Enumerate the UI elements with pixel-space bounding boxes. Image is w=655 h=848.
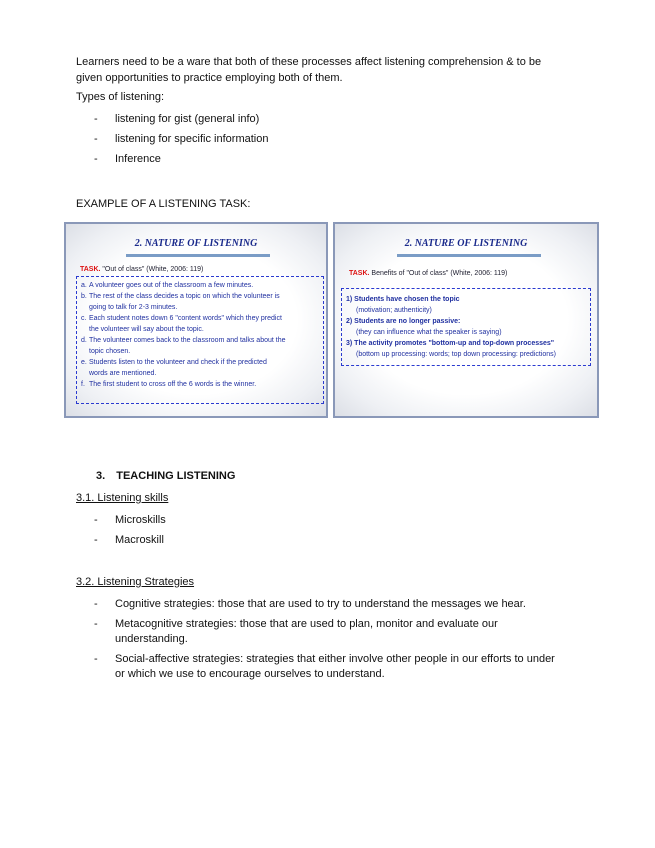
step-row: b. The rest of the class decides a topic on which the volunteer is bbox=[81, 293, 280, 300]
title-rule bbox=[397, 254, 541, 257]
list-item: - listening for specific information bbox=[94, 133, 269, 145]
subheading-strategies: 3.2. Listening Strategies bbox=[76, 576, 195, 588]
intro-paragraph bbox=[76, 54, 586, 105]
list-item: - Social-affective strategies: strategies that either involve other people in our efforts to under or which we use to encourage ourselves to understand. bbox=[94, 653, 555, 680]
dash-bullet: - bbox=[94, 514, 98, 526]
list-item: - Cognitive strategies: those that are used to try to understand the messages we hear. bbox=[94, 598, 526, 610]
section-title: TEACHING LISTENING bbox=[116, 470, 236, 482]
list-item: - Microskills bbox=[94, 514, 166, 526]
step-row: e. Students listen to the volunteer and check if the predicted bbox=[81, 359, 267, 366]
dash-bullet: - bbox=[94, 153, 98, 165]
example-label: EXAMPLE OF A LISTENING TASK: bbox=[76, 198, 251, 210]
types-label: Types of listening: bbox=[76, 91, 165, 103]
intro-line-1: Learners need to be a ware that both of these processes affect listening comprehension & to be bbox=[76, 56, 542, 68]
task-line bbox=[80, 266, 203, 273]
step-row: topic chosen. bbox=[89, 348, 131, 355]
list-item: - Metacognitive strategies: those that are used to plan, monitor and evaluate our understanding. bbox=[94, 618, 498, 645]
task-line bbox=[349, 270, 507, 277]
step-row: a. A volunteer goes out of the classroom a few minutes. bbox=[81, 282, 254, 289]
dash-bullet: - bbox=[94, 534, 98, 546]
step-row: going to talk for 2-3 minutes. bbox=[89, 304, 178, 311]
list-item: - Inference bbox=[94, 153, 161, 165]
dash-bullet: - bbox=[94, 653, 98, 665]
intro-line-2: given opportunities to practice employing both of them. bbox=[76, 72, 343, 84]
benefit-sub: (they can influence what the speaker is saying) bbox=[356, 329, 502, 336]
strategies-list bbox=[94, 597, 564, 682]
section-heading bbox=[96, 470, 235, 482]
step-row: the volunteer will say about the topic. bbox=[89, 326, 204, 333]
slide-title: 2. NATURE OF LISTENING bbox=[134, 238, 258, 249]
task-label: TASK. bbox=[349, 270, 370, 277]
task-label: TASK. bbox=[80, 266, 101, 273]
benefit-main: 1) Students have chosen the topic bbox=[346, 296, 460, 303]
task-text: Benefits of "Out of class" (White, 2006: 119) bbox=[369, 270, 508, 277]
types-list bbox=[94, 112, 574, 167]
task-text: "Out of class" (White, 2006: 119) bbox=[100, 266, 204, 273]
list-item: - listening for gist (general info) bbox=[94, 113, 260, 125]
slide-title: 2. NATURE OF LISTENING bbox=[404, 238, 528, 249]
benefit-main: 3) The activity promotes "bottom-up and top-down processes" bbox=[346, 340, 555, 347]
slide-benefits bbox=[333, 222, 599, 418]
step-row: f. The first student to cross off the 6 words is the winner. bbox=[81, 381, 257, 388]
benefit-main: 2) Students are no longer passive: bbox=[346, 318, 461, 325]
step-row: d. The volunteer comes back to the classroom and talks about the bbox=[81, 337, 286, 344]
title-rule bbox=[126, 254, 270, 257]
list-item: - Macroskill bbox=[94, 534, 164, 546]
benefit-sub: (bottom up processing: words; top down processing: predictions) bbox=[356, 351, 556, 358]
slide-out-of-class-task bbox=[64, 222, 328, 418]
skills-list bbox=[94, 513, 574, 548]
dash-bullet: - bbox=[94, 618, 98, 630]
dash-bullet: - bbox=[94, 598, 98, 610]
dash-bullet: - bbox=[94, 113, 98, 125]
benefits-box bbox=[341, 288, 591, 366]
task-steps-box bbox=[76, 276, 324, 404]
step-row: c. Each student notes down 6 "content words" which they predict bbox=[81, 315, 282, 322]
benefit-sub: (motivation; authenticity) bbox=[356, 307, 432, 314]
step-row: words are mentioned. bbox=[89, 370, 157, 377]
section-number: 3. bbox=[96, 470, 106, 482]
dash-bullet: - bbox=[94, 133, 98, 145]
subheading-skills: 3.1. Listening skills bbox=[76, 492, 169, 504]
